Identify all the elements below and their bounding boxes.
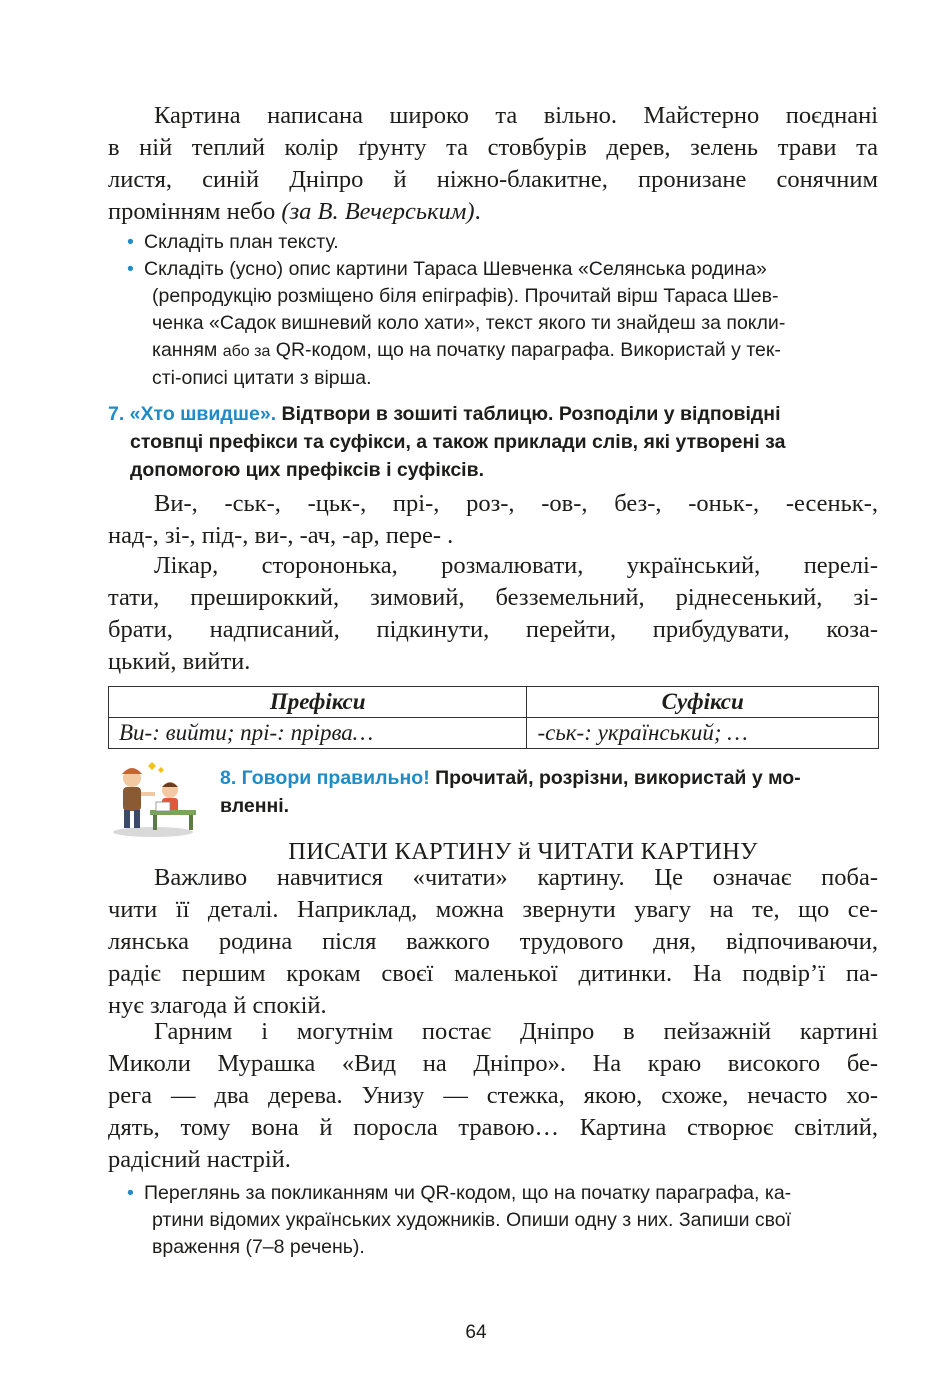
text-line: лянська родина після важкого трудового дня, відпочиваючи, bbox=[108, 928, 878, 955]
bullet-icon: • bbox=[127, 258, 134, 280]
task-8 bbox=[220, 764, 880, 820]
text-fragment: Відтвори в зошиті таблицю. Розподіли у відповідні bbox=[281, 403, 781, 425]
text-line: Картина написана широко та вільно. Майстерно поєднані bbox=[154, 102, 878, 129]
paragraph-painting-description bbox=[108, 100, 878, 228]
paragraph-dnipro-landscape bbox=[108, 1016, 878, 1176]
text-line: брати, надписаний, підкинути, перейти, прибудувати, коза- bbox=[108, 616, 878, 643]
bullet-text: ртини відомих українських художників. Опиши одну з них. Запиши свої bbox=[152, 1209, 792, 1231]
task-line: стовпці префікси та суфікси, а також приклади слів, які утворені за bbox=[130, 431, 786, 453]
text-line: рега — два дерева. Унизу — стежка, якою, схоже, нечасто хо- bbox=[108, 1082, 878, 1109]
table-cell: Ви-: вийти; прі-: прірва… bbox=[109, 718, 527, 749]
bullet-text: ченка «Садок вишневий коло хати», текст якого ти знайдеш за покли- bbox=[152, 312, 786, 334]
table-row bbox=[109, 718, 879, 749]
text-line: листя, синій Дніпро й ніжно-блакитне, пронизане сонячним bbox=[108, 166, 878, 193]
table-header-prefixes: Префікси bbox=[109, 687, 527, 718]
text-line: над-, зі-, під-, ви-, -ач, -ар, пере- . bbox=[108, 522, 454, 549]
text-line: нує злагода й спокій. bbox=[108, 992, 327, 1019]
bullet-item bbox=[128, 256, 878, 392]
source-citation: (за В. Вечерським) bbox=[281, 198, 475, 225]
heading-text: ПИСАТИ КАРТИНУ й ЧИТАТИ КАРТИНУ bbox=[288, 838, 758, 865]
text-line: Миколи Мурашка «Вид на Дніпро». На краю високого бе- bbox=[108, 1050, 878, 1077]
bullet-text: Переглянь за покликанням чи QR-кодом, що на початку параграфа, ка- bbox=[144, 1182, 792, 1204]
task-line bbox=[108, 400, 878, 428]
text-fragment: промінням небо bbox=[108, 198, 282, 225]
text-line: в ній теплий колір ґрунту та стовбурів дерев, зелень трави та bbox=[108, 134, 878, 161]
text-line: тати, прешироккий, зимовий, безземельний, ріднесенький, зі- bbox=[108, 584, 878, 611]
bullet-text: враження (7–8 речень). bbox=[152, 1236, 365, 1258]
bullet-text: Складіть план тексту. bbox=[144, 231, 339, 253]
text-line: дять, тому вона й поросла травою… Картина створює світлий, bbox=[108, 1114, 878, 1141]
bullet-text bbox=[128, 337, 878, 365]
text-fragment: QR-кодом, що на початку параграфа. Використай у тек- bbox=[270, 339, 781, 361]
affixes-list bbox=[108, 488, 878, 552]
task-number-label: 8. Говори правильно! bbox=[220, 767, 430, 789]
bullet-item bbox=[128, 229, 878, 256]
text-fragment: . bbox=[474, 198, 481, 225]
table-header-row bbox=[109, 687, 879, 718]
text-line: чити її деталі. Наприклад, можна звернути увагу на те, що се- bbox=[108, 896, 878, 923]
bullet-text: сті-описі цитати з вірша. bbox=[152, 367, 372, 389]
task-line: вленні. bbox=[220, 795, 290, 817]
prefix-suffix-table bbox=[108, 686, 879, 749]
table-cell: -ськ-: український; … bbox=[527, 718, 879, 749]
page-number: 64 bbox=[465, 1322, 487, 1343]
paragraph-reading-painting bbox=[108, 862, 878, 1022]
task-number-label: 7. «Хто швидше». bbox=[108, 403, 277, 425]
task-line: допомогою цих префіксів і суфіксів. bbox=[130, 459, 484, 481]
text-fragment: канням bbox=[152, 339, 223, 361]
bullet-icon: • bbox=[127, 1182, 134, 1204]
text-line: радіє першим крокам своєї маленької дитинки. На подвір’ї па- bbox=[108, 960, 878, 987]
text-line: Важливо навчитися «читати» картину. Це означає поба- bbox=[154, 864, 878, 891]
text-fragment: або за bbox=[222, 343, 271, 360]
text-line: цький, вийти. bbox=[108, 648, 251, 675]
text-line: радісний настрій. bbox=[108, 1146, 291, 1173]
text-line: Лікар, сторононька, розмалювати, український, перелі- bbox=[154, 552, 878, 579]
bullet-icon: • bbox=[127, 231, 134, 253]
text-fragment: Прочитай, розрізни, використай у мо- bbox=[429, 767, 801, 789]
text-line bbox=[108, 196, 878, 228]
task-7 bbox=[108, 400, 878, 484]
task-line bbox=[220, 764, 880, 792]
words-list bbox=[108, 550, 878, 678]
text-line: Гарним і могутнім постає Дніпро в пейзажній картині bbox=[154, 1018, 878, 1045]
bullet-item bbox=[128, 1180, 878, 1261]
text-line: Ви-, -ськ-, -цьк-, прі-, роз-, -ов-, без-, -оньк-, -есеньк-, bbox=[154, 490, 878, 517]
table-header-suffixes: Суфікси bbox=[527, 687, 879, 718]
children-reading-illustration-icon bbox=[108, 758, 198, 838]
bullet-text: Складіть (усно) опис картини Тараса Шевченка «Селянська родина» bbox=[144, 258, 767, 280]
bullet-text: (репродукцію розміщено біля епіграфів). Прочитай вірш Тараса Шев- bbox=[152, 285, 779, 307]
